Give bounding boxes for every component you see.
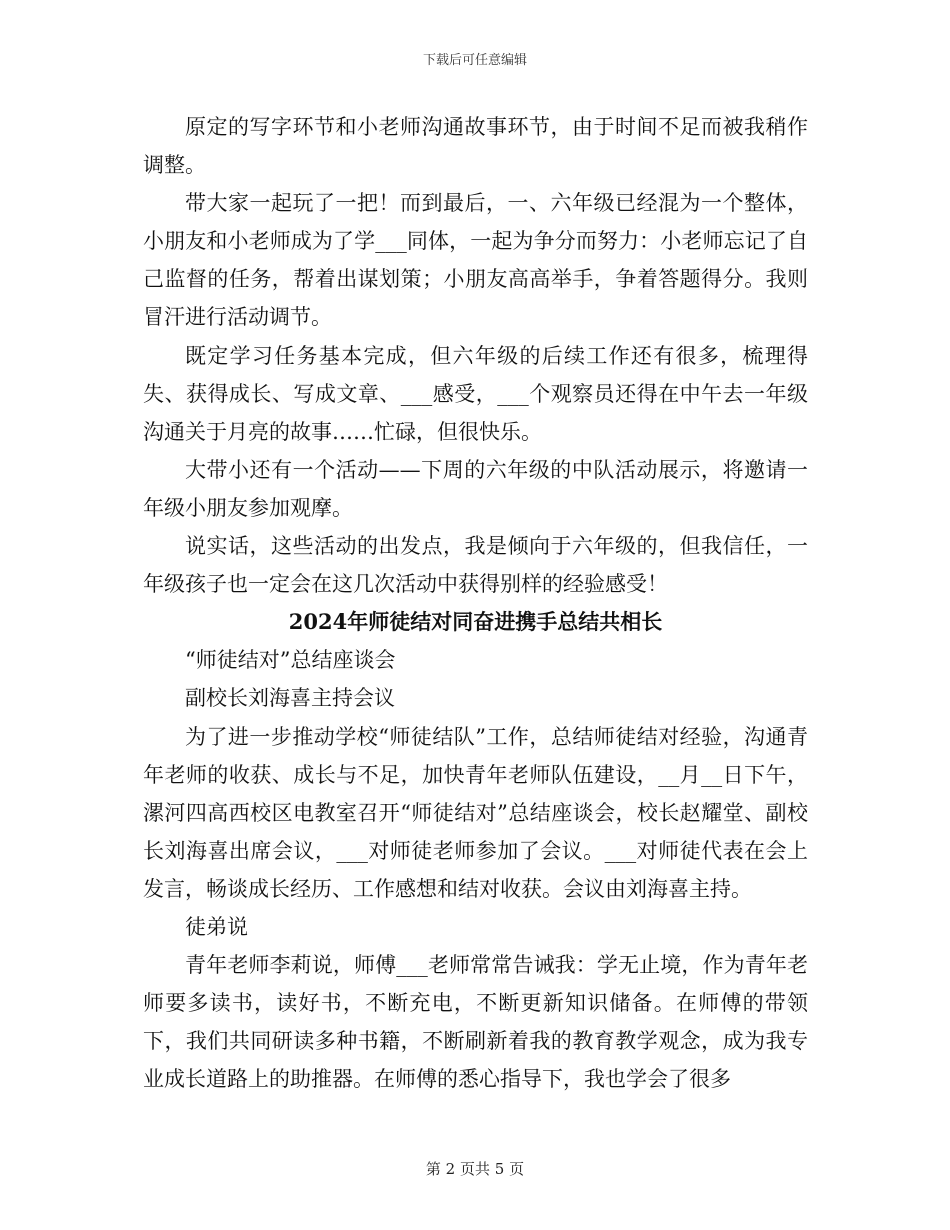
paragraph-next-activity: 大带小还有一个活动——下周的六年级的中队活动展示，将邀请一年级小朋友参加观摩。 bbox=[143, 457, 808, 520]
paragraph-meeting-overview: 为了进一步推动学校“师徒结队”工作，总结师徒结对经验，沟通青年老师的收获、成长与不足，加快青年老师队伍建设，__月__日下午，漯河四高西校区电教室召开“师徒结对”总结座谈会，校长赵耀堂、副校长刘海喜出席会议，___对师徒老师参加了会议。___对师徒代表在会上发言，畅谈成长经历、工作感想和结对收获。会议由刘海喜主持。 bbox=[143, 724, 808, 901]
paragraph-play-together: 带大家一起玩了一把！而到最后，一、六年级已经混为一个整体，小朋友和小老师成为了学___同体，一起为争分而努力：小老师忘记了自己监督的任务，帮着出谋划策；小朋友高高举手，争着答题得分。我则冒汗进行活动调节。 bbox=[143, 191, 808, 330]
meeting-subtitle: “师徒结对”总结座谈会 bbox=[185, 648, 396, 673]
meeting-host: 副校长刘海喜主持会议 bbox=[185, 686, 395, 711]
page-header: 下载后可任意编辑 bbox=[422, 53, 527, 68]
apprentice-heading: 徒弟说 bbox=[185, 914, 248, 939]
paragraph-tasks-completed: 既定学习任务基本完成，但六年级的后续工作还有很多，梳理得失、获得成长、写成文章、___感受，___个观察员还得在中午去一年级沟通关于月亮的故事……忙碌，但很快乐。 bbox=[143, 343, 808, 444]
paragraph-writing-adjustment: 原定的写字环节和小老师沟通故事环节，由于时间不足而被我稍作调整。 bbox=[143, 115, 808, 178]
section-title: 2024年师徒结对同奋进携手总结共相长 bbox=[288, 609, 663, 635]
page-footer: 第 2 页共 5 页 bbox=[425, 1160, 525, 1178]
paragraph-apprentice-speech: 青年老师李莉说，师傅___老师常常告诫我：学无止境，作为青年老师要多读书，读好书，不断充电，不断更新知识储备。在师傅的带领下，我们共同研读多种书籍，不断刷新着我的教育教学观念，成为我专业成长道路上的助推器。在师傅的悉心指导下，我也学会了很多 bbox=[143, 953, 808, 1092]
document-body bbox=[143, 108, 808, 1098]
paragraph-honest-remarks: 说实话，这些活动的出发点，我是倾向于六年级的，但我信任，一年级孩子也一定会在这几次活动中获得别样的经验感受！ bbox=[143, 534, 808, 597]
